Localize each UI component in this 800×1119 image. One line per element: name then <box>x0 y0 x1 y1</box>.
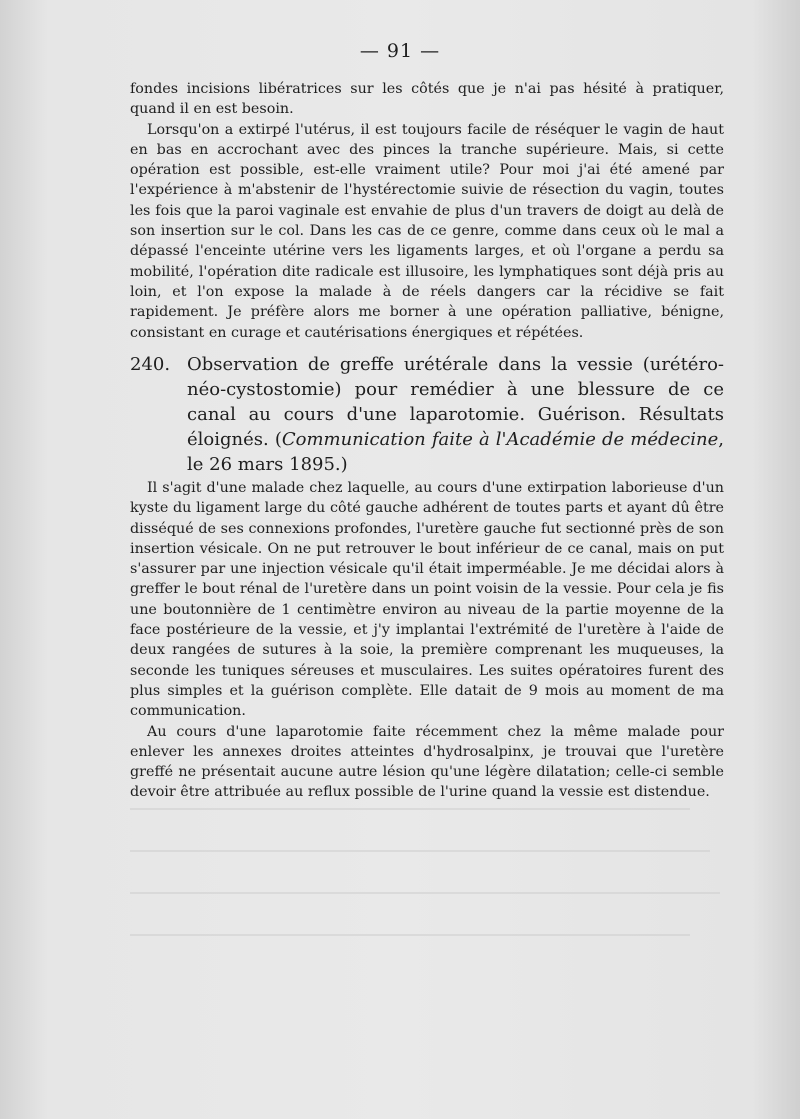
paragraph: Il s'agit d'une malade chez laquelle, au cours d'une extirpation laborieuse d'un kyste du ligament large du côté gauche adhérent de toutes parts et ayant dû être disséqué de ses connexions profondes, l'uretère gauche fut sectionné près de son insertion vésicale. On ne put retrouver le bout inférieur de ce canal, mais on put s'assurer par une injection vésicale qu'il était imperméable. Je me décidai alors à greffer le bout rénal de l'uretère dans un point voisin de la vessie. Pour cela je fis une boutonnière de 1 centimètre environ au niveau de la partie moyenne de la face postérieure de la vessie, et j'y implantai l'extrémité de l'uretère à l'aide de deux rangées de sutures à la soie, la première comprenant les muqueuses, la seconde les tuniques séreuses et musculaires. Les suites opératoires furent des plus simples et la guérison complète. Elle datait de 9 mois au moment de ma communication. <box>130 480 724 720</box>
entry-ref-open: ( <box>274 429 282 450</box>
entry-title-block <box>187 352 724 477</box>
page-number: — 91 — <box>359 40 441 62</box>
intro-text <box>130 79 724 343</box>
entry-number: 240. <box>130 354 171 375</box>
bibliography-entry <box>130 352 724 477</box>
entry-reference: Communication faite à l'Académie de médecine <box>281 429 719 450</box>
paragraph: fondes incisions libératrices sur les côtés que je n'ai pas hésité à pratiquer, quand il en est besoin. <box>130 81 724 118</box>
entry-title: Observation de greffe urétérale dans la vessie (urétéro-néo-cystostomie) pour remédier à une blessure de ce canal au cours d'une laparotomie. Guérison. Résultats éloignés. <box>187 354 724 450</box>
paragraph: Au cours d'une laparotomie faite récemment chez la même malade pour enlever les annexes droites atteintes d'hydrosalpinx, je trouvai que l'uretère greffé ne présentait aucune autre lésion qu'une légère dilatation; celle-ci semble devoir être attribuée au reflux possible de l'urine quand la vessie est distendue. <box>130 723 724 801</box>
entry-date: , le 26 mars 1895.) <box>187 429 724 475</box>
observation-text <box>130 478 724 803</box>
bleed-through-texture <box>130 790 730 1020</box>
paragraph: Lorsqu'on a extirpé l'utérus, il est toujours facile de réséquer le vagin de haut en bas en accrochant avec des pinces la tranche supérieure. Mais, si cette opération est possible, est-elle vraiment utile? Pour moi j'ai été amené par l'expérience à m'abstenir de l'hystérectomie suivie de résection du vagin, toutes les fois que la paroi vaginale est envahie de plus d'un travers de doigt au delà de son insertion sur le col. Dans les cas de ce genre, comme dans ceux où le mal a dépassé l'enceinte utérine vers les ligaments larges, et où l'organe a perdu sa mobilité, l'opération dite radicale est illusoire, les lymphatiques sont déjà pris au loin, et l'on expose la malade à de réels dangers car la récidive se fait rapidement. Je préfère alors me borner à une opération palliative, bénigne, consistant en curage et cautérisations énergiques et répétées. <box>130 121 724 341</box>
